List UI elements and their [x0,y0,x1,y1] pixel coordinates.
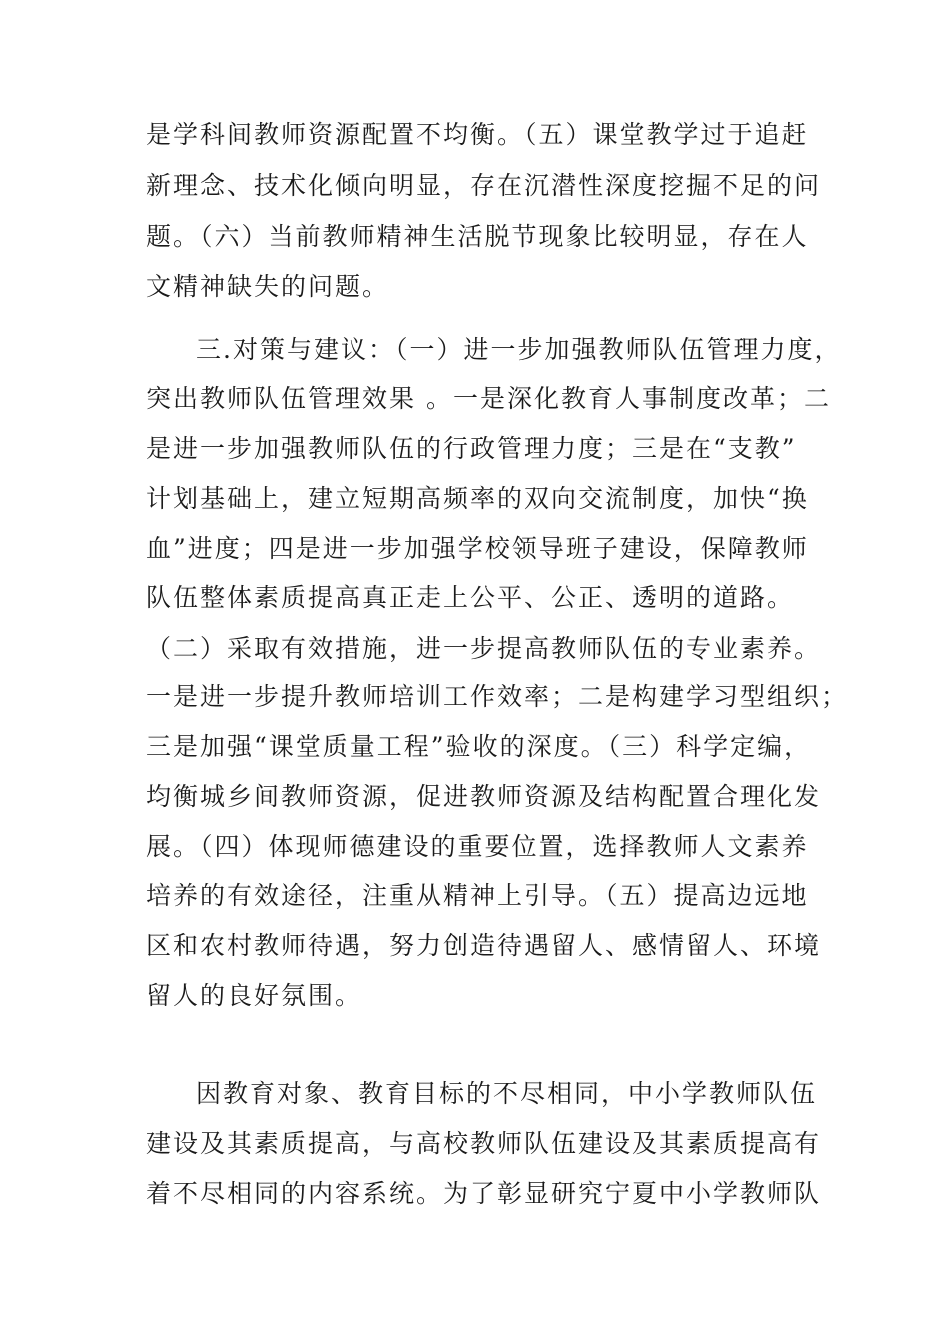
text-line: 文精神缺失的问题。 [146,272,390,301]
text-line: 着不尽相同的内容系统。为了彰显研究宁夏中小学教师队 [146,1179,822,1208]
text-line: 是学科间教师资源配置不均衡。（五）课堂教学过于追赶 [146,120,809,149]
text-line: 三是加强“课堂质量工程”验收的深度。（三）科学定编， [146,732,812,761]
text-line: 培养的有效途径，注重从精神上引导。（五）提高边远地 [146,881,809,910]
text-line: 血”进度；四是进一步加强学校领导班子建设，保障教师 [146,534,809,563]
text-line: 计划基础上，建立短期高频率的双向交流制度，加快“换 [146,484,809,513]
text-line: 留人的良好氛围。 [146,981,363,1010]
text-line: 均衡城乡间教师资源，促进教师资源及结构配置合理化发 [146,782,822,811]
text-line: 题。（六）当前教师精神生活脱节现象比较明显，存在人 [146,222,809,251]
text-line: 一是进一步提升教师培训工作效率；二是构建学习型组织； [146,682,849,711]
text-line: 是进一步加强教师队伍的行政管理力度；三是在“支教” [146,434,797,463]
text-line: 展。（四）体现师德建设的重要位置，选择教师人文素养 [146,832,809,861]
text-line: 队伍整体素质提高真正走上公平、公正、透明的道路。 [146,583,795,612]
text-line: 三.对策与建议：（一）进一步加强教师队伍管理力度， [196,335,842,364]
text-line: （二）采取有效措施，进一步提高教师队伍的专业素养。 [146,634,822,663]
text-line: 新理念、技术化倾向明显，存在沉潜性深度挖掘不足的问 [146,171,822,200]
text-line: 区和农村教师待遇，努力创造待遇留人、感情留人、环境 [146,931,822,960]
text-line: 因教育对象、教育目标的不尽相同，中小学教师队伍 [196,1079,818,1108]
text-line: 突出教师队伍管理效果 。一是深化教育人事制度改革；二 [146,384,831,413]
text-line: 建设及其素质提高，与高校教师队伍建设及其素质提高有 [146,1129,822,1158]
